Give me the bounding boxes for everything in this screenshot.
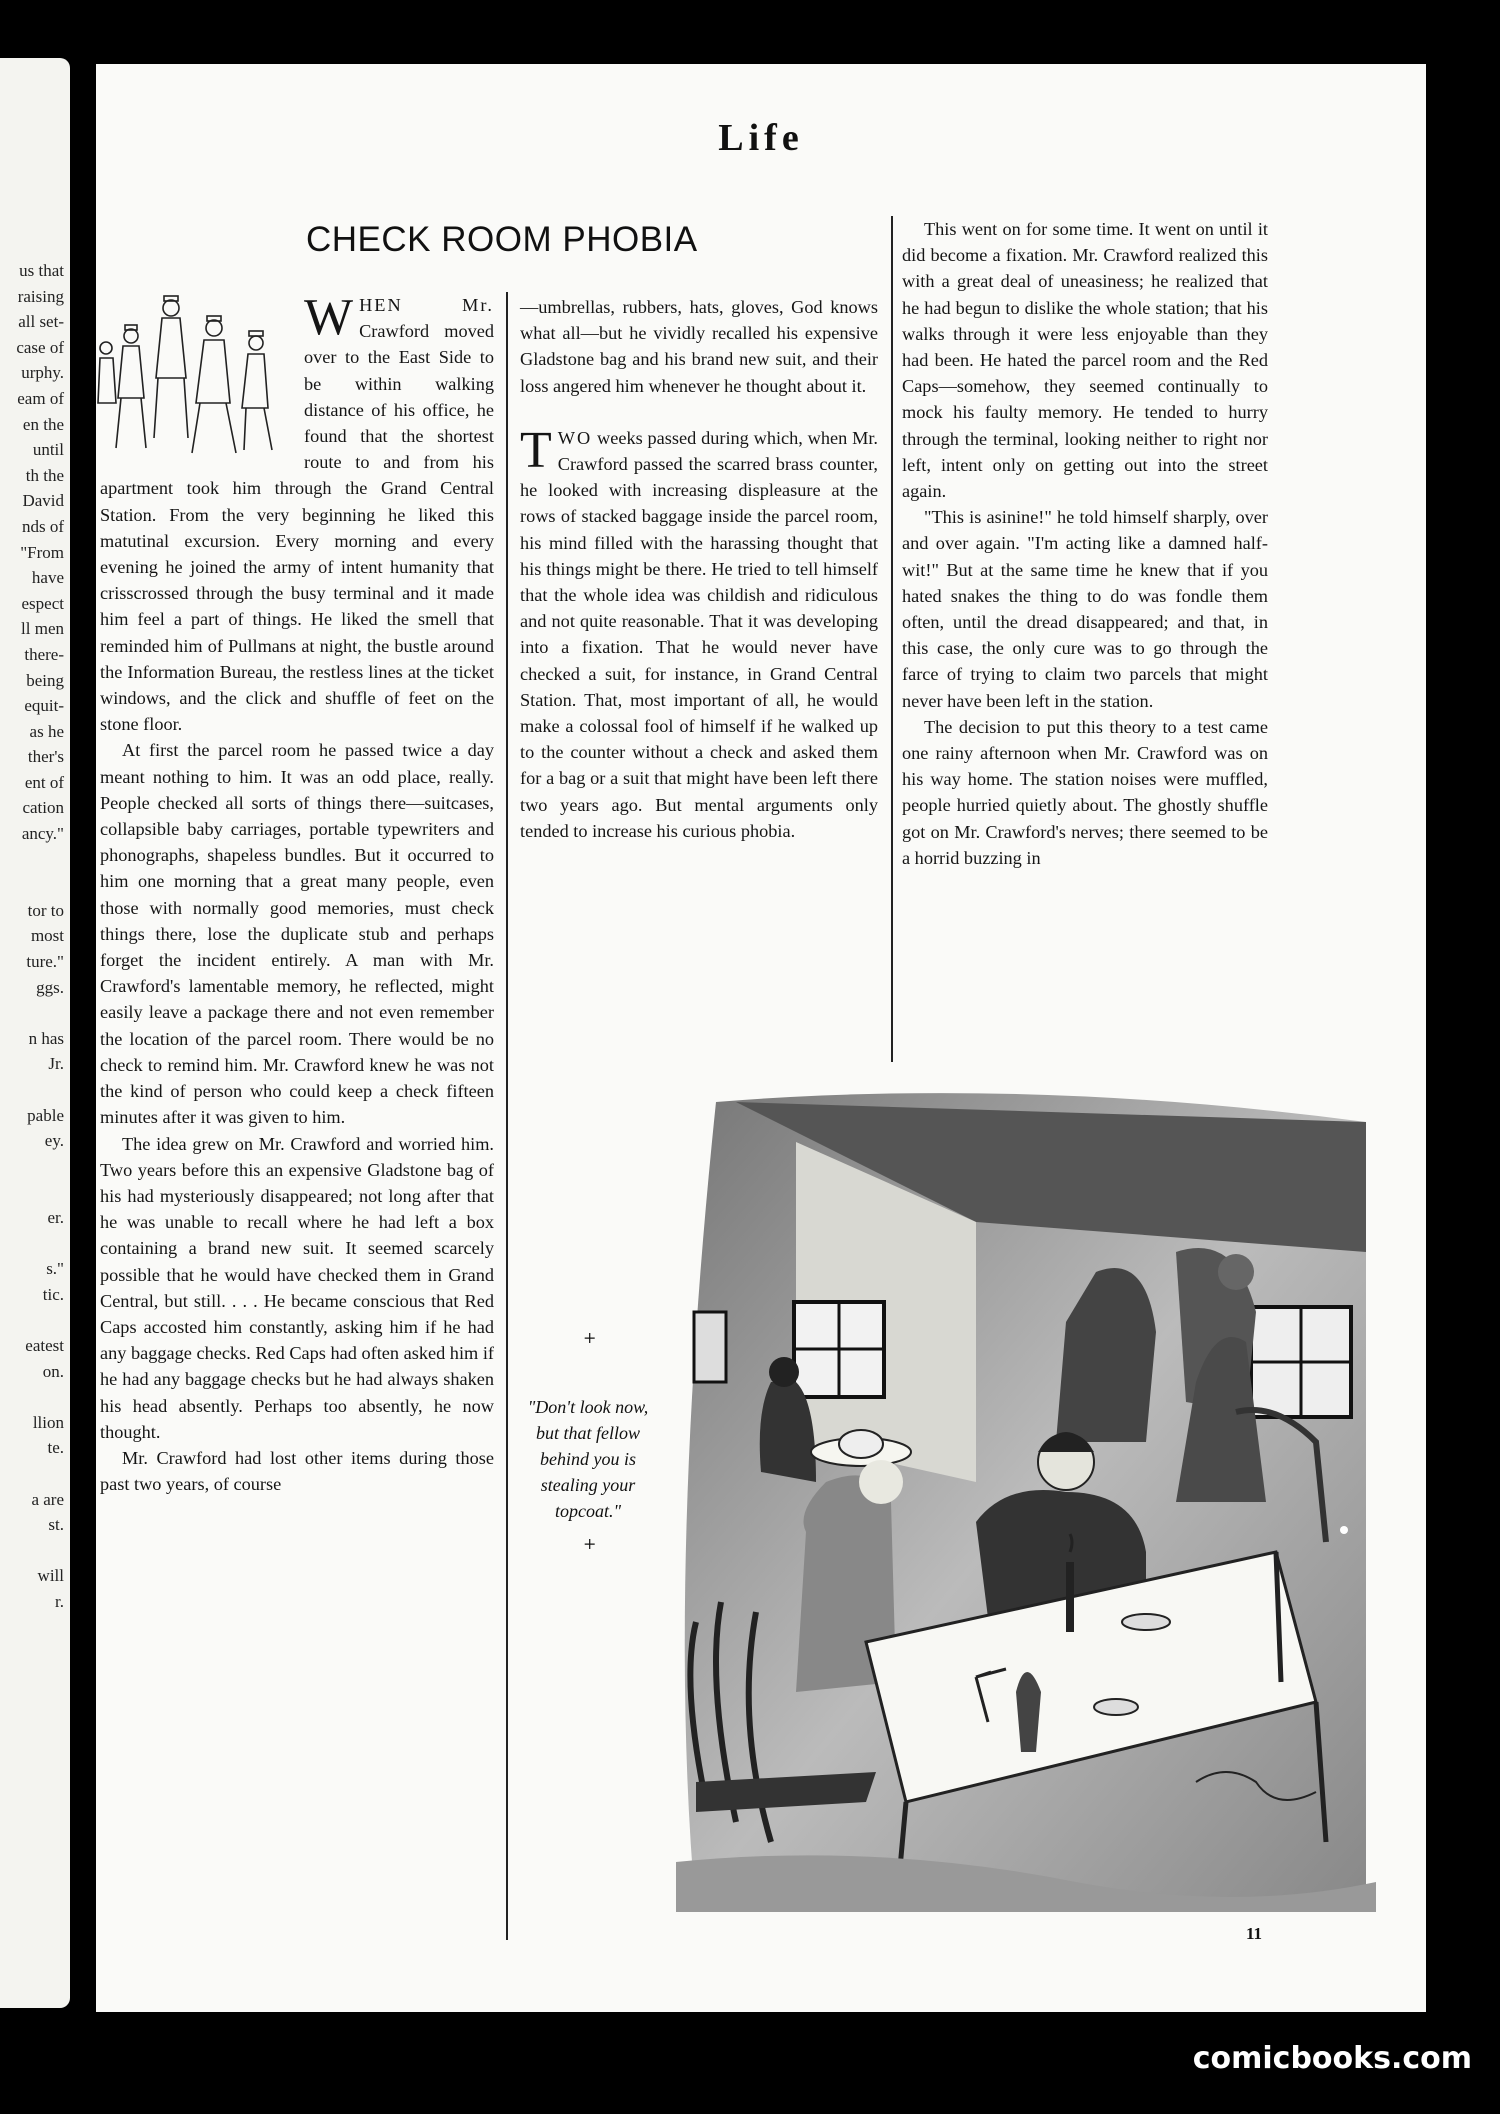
previous-page-line: th the: [25, 465, 64, 485]
previous-page-line: [0, 1384, 64, 1410]
previous-page-line: as he: [29, 721, 64, 741]
previous-page-line: us that: [19, 261, 64, 280]
previous-page-line: [0, 1231, 64, 1257]
previous-page-line: pable: [27, 1105, 64, 1125]
paragraph: The decision to put this theory to a test came one rainy afternoon when Mr. Crawford was on his way home. The station noises were muffled, people hurried quietly about. The ghostly shuffle got on Mr. Crawford's nerves; there seemed to be a horrid buzzing in: [902, 716, 1268, 868]
previous-page-line: [0, 872, 64, 898]
article-column-2: [520, 294, 878, 844]
previous-page-line: on.: [42, 1361, 64, 1381]
previous-page-line: [0, 847, 64, 873]
previous-page-edge: [0, 58, 70, 2008]
previous-page-line: Jr.: [48, 1054, 64, 1074]
ornament-star: +: [583, 1534, 597, 1553]
previous-page-line: ll men: [21, 619, 64, 639]
watermark: comicbooks.com: [1192, 2041, 1472, 2076]
previous-page-line: ancy.": [21, 824, 64, 844]
previous-page-line: nds of: [21, 516, 64, 536]
previous-page-line: llion: [32, 1412, 64, 1432]
previous-page-line: tor to: [27, 900, 64, 920]
previous-page-line: [0, 1179, 64, 1205]
paragraph: Crawford moved over to the East Side to be within walking distance of his office, he found that the shortest route to and from his apartment took him through the Grand Central Station. From the very beginning he liked this matutinal excursion. Every morning and every evening he joined the army of intent humanity that crisscrossed through the busy terminal and it made him feel a part of things. He liked the smell that reminded him of Pullmans at night, the bustle around the Information Bureau, the restless lines at the ticket windows, and the click and shuffle of feet on the stone floor.: [100, 321, 494, 735]
lead-caps: WO: [557, 427, 593, 448]
article-column-3: [902, 216, 1268, 871]
paragraph: At first the parcel room he passed twice a day meant nothing to him. It was an odd place, really. People checked all sorts of things there—suitcases, collapsible baby carriages, portable typewriters and phonographs, shapeless bundles. But it occurred to him one morning that a great many people, even those with normally good memories, must check things there, lose the duplicate stub and perhaps forget the incident entirely. A man with Mr. Crawford's lamentable memory, he reflected, might easily leave a package there and not even remember the location of the parcel room. There would be no check to remind him. Mr. Crawford knew he was not the kind of person who could keep a check fifteen minutes after it was given to him.: [100, 740, 494, 1128]
previous-page-line: [0, 1307, 64, 1333]
previous-page-line: [0, 1461, 64, 1487]
previous-page-line: a are: [31, 1489, 64, 1509]
previous-page-line: [0, 1154, 64, 1180]
previous-page-line: r.: [55, 1591, 64, 1611]
redcaps-sketch: [96, 288, 296, 458]
page-number: 11: [1246, 1924, 1263, 1943]
previous-page-line: er.: [47, 1207, 64, 1227]
article-title: CHECK ROOM PHOBIA: [306, 220, 698, 259]
paragraph: "This is asinine!" he told himself sharply, over and over again. "I'm acting like a damned half-wit!" But at the same time he knew that if you hated snakes the thing to do was fondle them often, until the dread disappeared; and that, in this case, the only cure was to go through the farce of trying to claim two parcels that might never have been left in the station.: [902, 507, 1268, 711]
column-rule: [891, 216, 893, 1062]
previous-page-line: tic.: [42, 1284, 64, 1304]
paragraph: —umbrellas, rubbers, hats, gloves, God knows what all—but he vividly recalled his expensive Gladstone bag and his brand new suit, and their loss angered him whenever he thought about it.: [520, 297, 878, 396]
column-rule: [506, 292, 508, 1940]
previous-page-line: ey.: [44, 1131, 64, 1151]
previous-page-line: urphy.: [21, 363, 64, 383]
paragraph: weeks passed during which, when Mr. Crawford passed the scarred brass counter, he looked with increasing displeasure at the rows of stacked baggage inside the parcel room, his mind filled with the harassing thought that his things might be there. He tried to tell himself that the whole idea was childish and ridiculous and not quite reasonable. That it was developing into a fixation. That he would never have checked a suit, for instance, in Grand Central Station. That, most important of all, he would make a colossal fool of himself if he walked up to the counter without a check and asked them for a bag or a suit that might have been left there two years ago. But mental arguments only tended to increase his curious phobia.: [520, 427, 878, 841]
previous-page-line: [0, 1000, 64, 1026]
previous-page-line: eam of: [17, 388, 64, 408]
previous-page-line: raising: [17, 286, 64, 306]
magazine-page: [96, 64, 1426, 2012]
previous-page-line: will: [37, 1566, 64, 1586]
masthead: Life: [718, 117, 804, 159]
previous-page-line: ture.": [26, 952, 64, 972]
previous-page-line: eatest: [25, 1335, 64, 1355]
drop-cap: T: [520, 421, 552, 479]
previous-page-line: most: [30, 926, 64, 946]
previous-page-line: David: [22, 491, 64, 511]
cartoon-caption: "Don't look now, but that fellow behind you is stealing your topcoat.": [527, 1397, 649, 1521]
drop-cap: W: [304, 289, 354, 346]
previous-page-line: until: [32, 440, 64, 460]
restaurant-cartoon-illustration: [676, 1082, 1376, 1912]
paragraph: The idea grew on Mr. Crawford and worried him. Two years before this an expensive Gladstone bag of his had mysteriously disappeared; not long after that he was unable to recall where he had left a box containing a brand new suit. It seemed scarcely possible that he would have checked them in Grand Central, but still. . . . He became conscious that Red Caps accosted him constantly, asking him if he had any baggage checks. Red Caps had often asked him if he had any baggage checks but he had always shaken his head absently. Perhaps too absently, he now thought.: [100, 1133, 494, 1442]
previous-page-line: equit-: [24, 696, 64, 716]
previous-page-line: being: [26, 670, 64, 690]
scan-speck: [1340, 1526, 1348, 1534]
previous-page-line: ggs.: [36, 977, 64, 997]
previous-page-line: ther's: [27, 747, 64, 767]
previous-page-line: case of: [16, 337, 64, 357]
previous-page-line: te.: [47, 1438, 64, 1458]
previous-page-line: n has: [28, 1028, 64, 1048]
previous-page-line: cation: [22, 798, 64, 818]
previous-page-line: have: [31, 568, 64, 588]
previous-page-line: ent of: [24, 772, 64, 792]
previous-page-line: all set-: [18, 312, 64, 332]
previous-page-line: en the: [22, 414, 64, 434]
article-column-1: [100, 289, 494, 1497]
ornament-star: +: [583, 1328, 597, 1347]
lead-caps: HEN Mr.: [359, 295, 494, 315]
paragraph: Mr. Crawford had lost other items during those past two years, of course: [100, 1447, 494, 1495]
previous-page-line: there-: [24, 644, 64, 664]
previous-page-line: [0, 1077, 64, 1103]
previous-page-line: s.": [46, 1259, 64, 1279]
previous-page-line: espect: [21, 593, 64, 613]
previous-page-line: "From: [20, 542, 64, 562]
previous-page-text: [0, 258, 64, 1614]
previous-page-line: st.: [48, 1515, 64, 1535]
paragraph: This went on for some time. It went on until it did become a fixation. Mr. Crawford realized this with a great deal of uneasiness; he realized that he had begun to dislike the whole station; that his walks through it were less enjoyable than they had been. He hated the parcel room and the Red Caps—somehow, they seemed continually to mock his faulty memory. He tended to hurry through the terminal, looking neither to right nor left, intent only on getting out into the street again.: [902, 219, 1268, 502]
previous-page-line: [0, 1538, 64, 1564]
